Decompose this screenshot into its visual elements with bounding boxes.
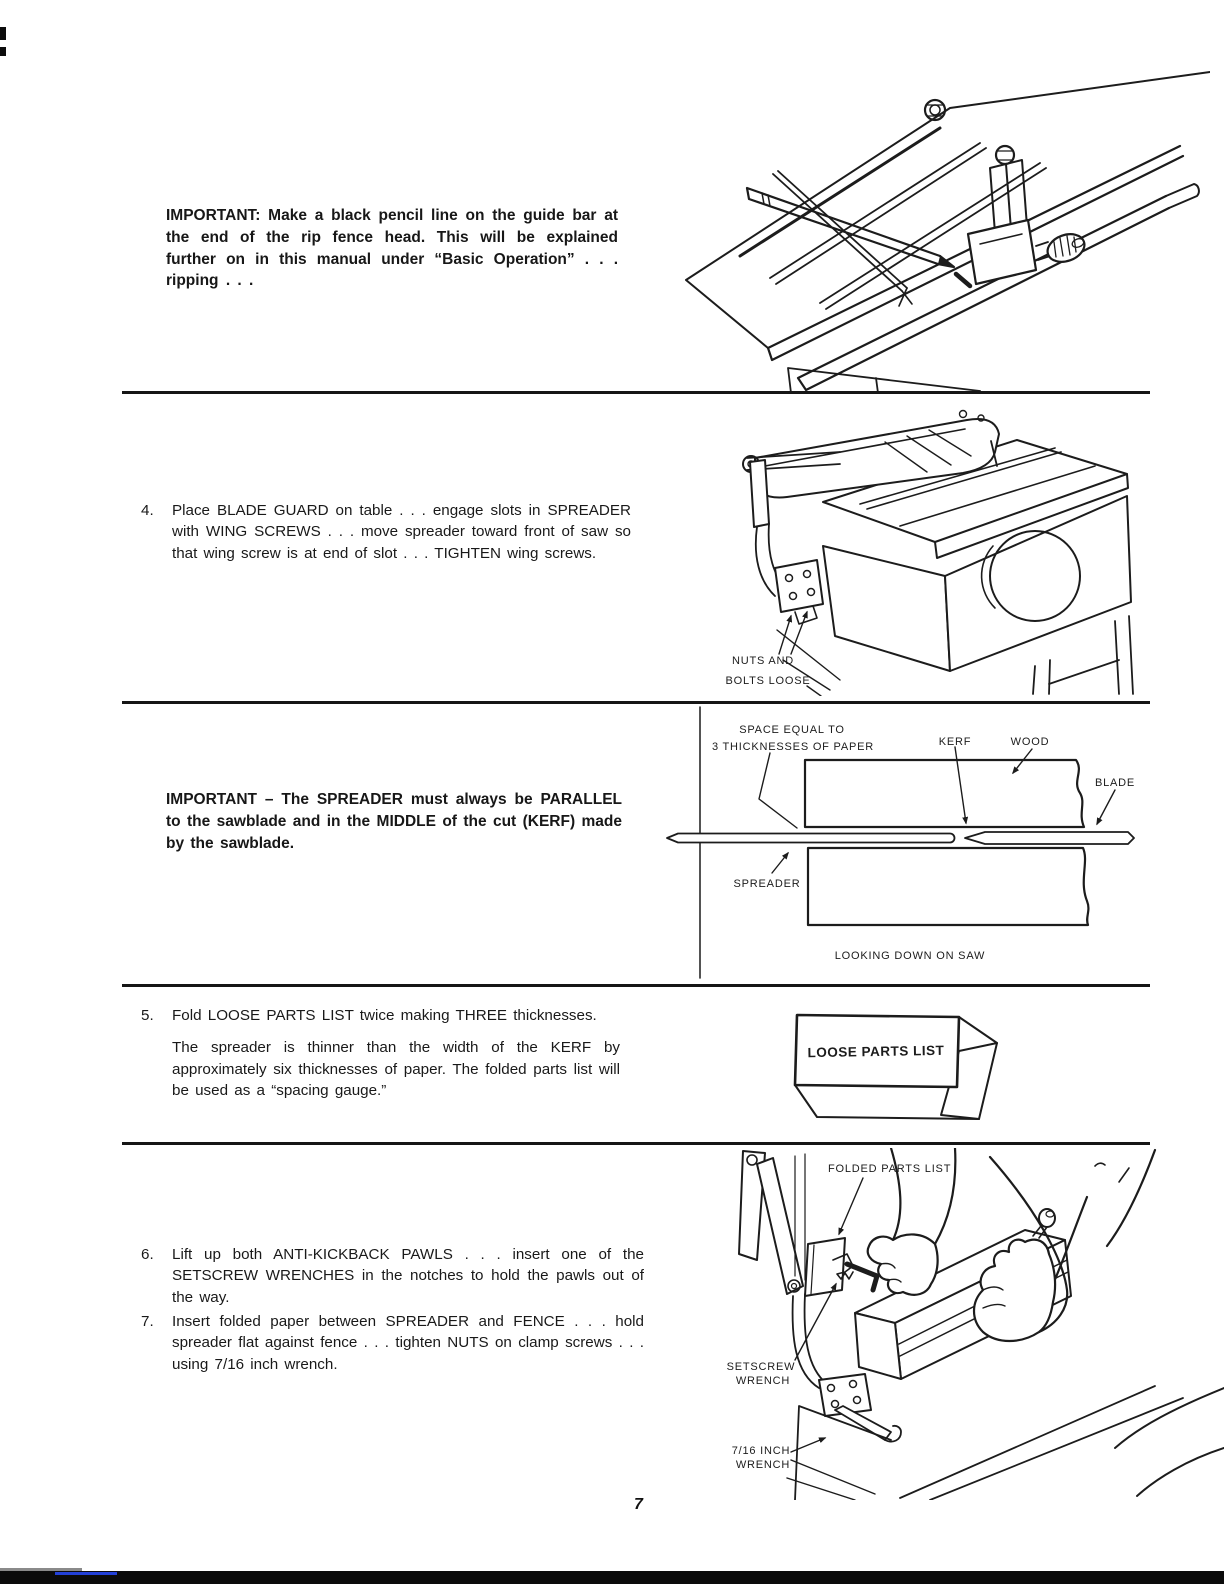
section-divider <box>122 984 1150 987</box>
scan-edge-mark <box>0 27 6 40</box>
step-text: Fold LOOSE PARTS LIST twice making THREE thicknesses. <box>172 1007 597 1024</box>
illustration-insert-folded-paper <box>695 1148 1224 1500</box>
label-loose-parts-list: LOOSE PARTS LIST <box>807 1042 945 1061</box>
label-folded-parts-list: FOLDED PARTS LIST <box>828 1163 952 1175</box>
step-paragraph: The spreader is thinner than the width of the KERF by approximately six thicknesses of paper. The folded parts list will be used as a “spacing gauge.” <box>172 1039 620 1099</box>
illustration-blade-guard-on-saw <box>695 396 1185 696</box>
step-number: 4. <box>141 502 154 519</box>
step-number: 5. <box>141 1007 154 1024</box>
label-716-wrench: WRENCH <box>735 1459 791 1471</box>
scan-blue-line <box>55 1572 117 1575</box>
kerf-spreader-diagram <box>660 705 1150 981</box>
label-three-thicknesses: 3 THICKNESSES OF PAPER <box>711 741 875 753</box>
illustration-loose-parts-list <box>783 993 1033 1123</box>
label-wood: WOOD <box>1010 736 1050 748</box>
step-text: Lift up both ANTI-KICKBACK PAWLS . . . insert one of the SETSCREW WRENCHES in the notches to hold the pawls out of the way. <box>172 1246 644 1306</box>
label-nuts-and: NUTS AND <box>731 655 795 667</box>
step-number: 7. <box>141 1313 154 1330</box>
section-divider <box>122 391 1150 394</box>
step-5 <box>141 1005 623 1101</box>
step-number: 6. <box>141 1246 154 1263</box>
scan-edge-mark <box>0 47 6 56</box>
label-space-equal-to: SPACE EQUAL TO <box>739 724 845 736</box>
step-text: Insert folded paper between SPREADER and FENCE . . . hold spreader flat against fence . . . tighten NUTS on clamp screws . . . using 7/16 inch wrench. <box>172 1313 644 1373</box>
section-divider <box>122 701 1150 704</box>
label-blade: BLADE <box>1094 777 1136 789</box>
spreader-important-note: IMPORTANT – The SPREADER must always be PARALLEL to the sawblade and in the MIDDLE of the cut (KERF) made by the sawblade. <box>166 791 622 852</box>
step-7 <box>141 1311 646 1375</box>
label-kerf: KERF <box>938 736 972 748</box>
label-bolts-loose: BOLTS LOOSE <box>725 675 811 687</box>
intro-important-paragraph: IMPORTANT: Make a black pencil line on the guide bar at the end of the rip fence head. This will be explained further on in this manual under “Basic Operation” . . . ripping . . . <box>166 207 618 290</box>
label-setscrew-wrench: WRENCH <box>735 1375 791 1387</box>
page-number: 7 <box>634 1496 643 1513</box>
step-6 <box>141 1244 646 1308</box>
scan-bottom-band <box>0 1571 1224 1584</box>
label-spreader: SPREADER <box>733 878 801 890</box>
illustration-pencil-on-guide-bar <box>650 48 1210 393</box>
label-setscrew: SETSCREW <box>726 1361 796 1373</box>
step-text: Place BLADE GUARD on table . . . engage slots in SPREADER with WING SCREWS . . . move spreader toward front of saw so that wing screw is at end of slot . . . TIGHTEN wing screws. <box>172 502 631 562</box>
section-divider <box>122 1142 1150 1145</box>
step-4 <box>141 500 633 564</box>
label-looking-down-on-saw: LOOKING DOWN ON SAW <box>834 950 986 962</box>
label-716-inch: 7/16 INCH <box>731 1445 791 1457</box>
